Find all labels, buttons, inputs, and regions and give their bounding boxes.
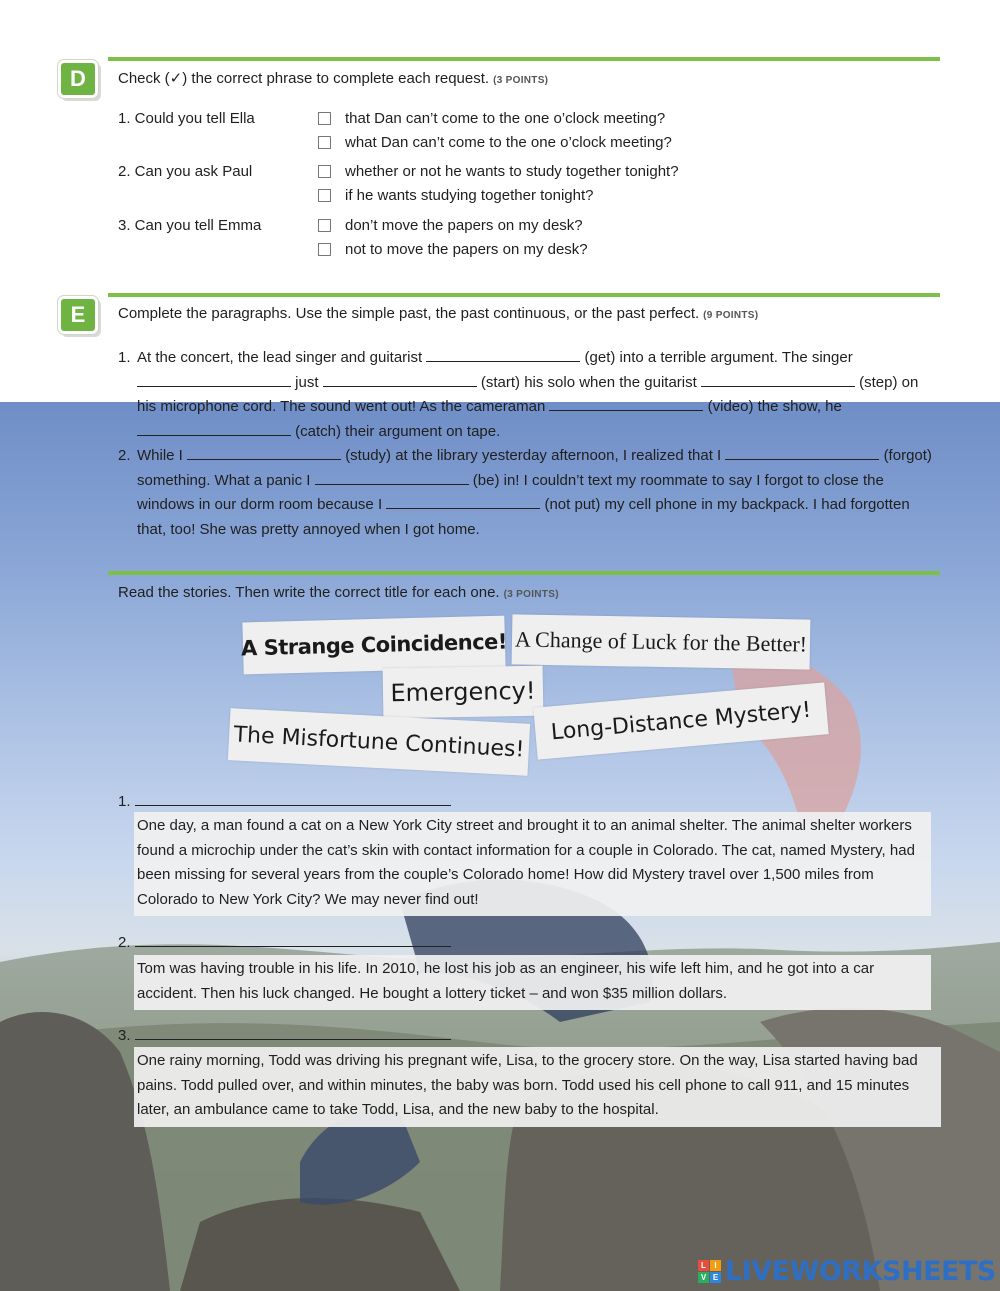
section-f-instruction-text: Read the stories. Then write the correct title for each one.	[118, 584, 500, 601]
section-d-points: (3 POINTS)	[493, 75, 549, 86]
story-3-text: One rainy morning, Todd was driving his pregnant wife, Lisa, to the grocery store. On the way, Lisa started having bad pains. Todd pulled over, and within minutes, the baby was born. Todd used his cell phone to call 911, and 15 minutes later, an ambulance came to take Todd, Lisa, and the new baby to the hospital.	[134, 1047, 941, 1127]
p1-text-3: just	[295, 373, 319, 391]
question-3-option-b[interactable]	[318, 241, 588, 258]
blank-study[interactable]	[187, 446, 341, 460]
story-3-answer-blank[interactable]	[135, 1026, 451, 1040]
question-2-option-a[interactable]	[318, 163, 679, 180]
section-f-points: (3 POINTS)	[503, 589, 559, 600]
p1-text-7: (catch) their argument on tape.	[295, 422, 501, 440]
p1-text-6: (video) the show, he	[707, 398, 842, 415]
section-e-instruction	[118, 305, 758, 322]
checkbox[interactable]	[318, 219, 331, 232]
p1-text-4: (start) his solo when the guitarist	[480, 373, 697, 391]
blank-catch[interactable]	[137, 422, 291, 436]
p2-text-3: (forgot) something. What a panic I	[137, 447, 932, 489]
option-label: whether or not he wants to study together tonight?	[345, 163, 679, 180]
question-2-stem: 2. Can you ask Paul	[118, 163, 253, 180]
logo-letter-v: V	[698, 1272, 709, 1283]
story-2-number: 2.	[118, 934, 131, 951]
title-strip-emergency[interactable]: Emergency!	[383, 666, 544, 719]
option-label: not to move the papers on my desk?	[345, 241, 588, 258]
p2-text-5: (not put) my cell phone in my backpack. I had forgotten that, too! She was pretty annoyed when I got home.	[137, 496, 910, 538]
section-e-points: (9 POINTS)	[703, 310, 759, 321]
blank-be[interactable]	[315, 471, 469, 485]
blank-step[interactable]	[701, 373, 855, 387]
paragraph-2	[118, 444, 938, 542]
title-strip-change-of-luck[interactable]: A Change of Luck for the Better!	[512, 614, 811, 669]
section-e-rule	[108, 293, 940, 297]
title-strip-misfortune-continues[interactable]: The Misfortune Continues!	[228, 708, 530, 776]
p1-text-2: (get) into a terrible argument. The singer	[584, 349, 853, 366]
blank-get[interactable]	[426, 348, 580, 362]
section-e-badge: E	[58, 296, 98, 334]
option-label: if he wants studying together tonight?	[345, 187, 594, 204]
checkbox[interactable]	[318, 189, 331, 202]
p2-text-1: While I	[137, 447, 183, 464]
title-strip-strange-coincidence[interactable]: A Strange Coincidence!	[242, 616, 505, 675]
blank-just[interactable]	[137, 373, 291, 387]
option-label: what Dan can’t come to the one o’clock meeting?	[345, 134, 672, 151]
logo-letter-i: I	[710, 1260, 721, 1271]
story-1-title-line	[118, 792, 451, 810]
section-d-instruction	[118, 69, 548, 87]
checkbox[interactable]	[318, 243, 331, 256]
logo-text: LIVEWORKSHEETS	[725, 1256, 996, 1287]
story-3-number: 3.	[118, 1027, 131, 1044]
p1-text-5: (step) on his microphone cord. The sound went out! As the cameraman	[137, 373, 919, 415]
blank-forgot[interactable]	[725, 446, 879, 460]
question-1-option-a[interactable]	[318, 110, 665, 127]
question-1-option-b[interactable]	[318, 134, 672, 151]
section-e-instruction-text: Complete the paragraphs. Use the simple past, the past continuous, or the past perfect.	[118, 305, 700, 322]
story-1-text: One day, a man found a cat on a New York City street and brought it to an animal shelter. The animal shelter workers found a microchip under the cat’s skin with contact information for a couple in Colorado. The cat, named Mystery, had been missing for several years from the couple’s Colorado home! How did Mystery travel over 1,500 miles from Colorado to New York City? We may never find out!	[134, 812, 931, 916]
title-strip-long-distance-mystery[interactable]: Long-Distance Mystery!	[533, 682, 828, 759]
section-f-instruction	[118, 584, 559, 601]
checkbox[interactable]	[318, 136, 331, 149]
question-3-option-a[interactable]	[318, 217, 583, 234]
p2-text-2: (study) at the library yesterday afternoon, I realized that I	[345, 447, 722, 464]
p2-text-4: (be) in! I couldn’t text my roommate to say I forgot to close the windows in our dorm room because I	[137, 471, 884, 513]
question-1-stem: 1. Could you tell Ella	[118, 110, 255, 127]
liveworksheets-logo	[698, 1256, 996, 1287]
paragraph-2-number: 2.	[118, 447, 131, 464]
section-f-rule	[108, 571, 940, 575]
option-label: don’t move the papers on my desk?	[345, 217, 583, 234]
section-d-badge: D	[58, 60, 98, 98]
blank-not-put[interactable]	[386, 495, 540, 509]
section-d-instruction-text: Check (✓) the correct phrase to complete each request.	[118, 70, 490, 87]
story-2-text: Tom was having trouble in his life. In 2010, he lost his job as an engineer, his wife left him, and he got into a car accident. Then his luck changed. He bought a lottery ticket – and won $35 million dollars.	[134, 955, 931, 1010]
paragraph-1-number: 1.	[118, 349, 131, 366]
question-2-option-b[interactable]	[318, 187, 594, 204]
question-3-stem: 3. Can you tell Emma	[118, 217, 262, 234]
section-d-rule	[108, 57, 940, 61]
blank-video[interactable]	[549, 397, 703, 411]
option-label: that Dan can’t come to the one o’clock meeting?	[345, 110, 666, 127]
story-1-answer-blank[interactable]	[135, 792, 451, 806]
checkbox[interactable]	[318, 165, 331, 178]
paragraph-1	[118, 346, 938, 444]
story-2-title-line	[118, 933, 451, 951]
logo-mark	[698, 1260, 721, 1283]
logo-letter-e: E	[710, 1272, 721, 1283]
checkbox[interactable]	[318, 112, 331, 125]
story-1-number: 1.	[118, 793, 131, 810]
story-2-answer-blank[interactable]	[135, 933, 451, 947]
blank-start[interactable]	[323, 373, 477, 387]
logo-letter-l: L	[698, 1260, 709, 1271]
p1-text-1: At the concert, the lead singer and guitarist	[137, 349, 423, 366]
story-3-title-line	[118, 1026, 451, 1044]
